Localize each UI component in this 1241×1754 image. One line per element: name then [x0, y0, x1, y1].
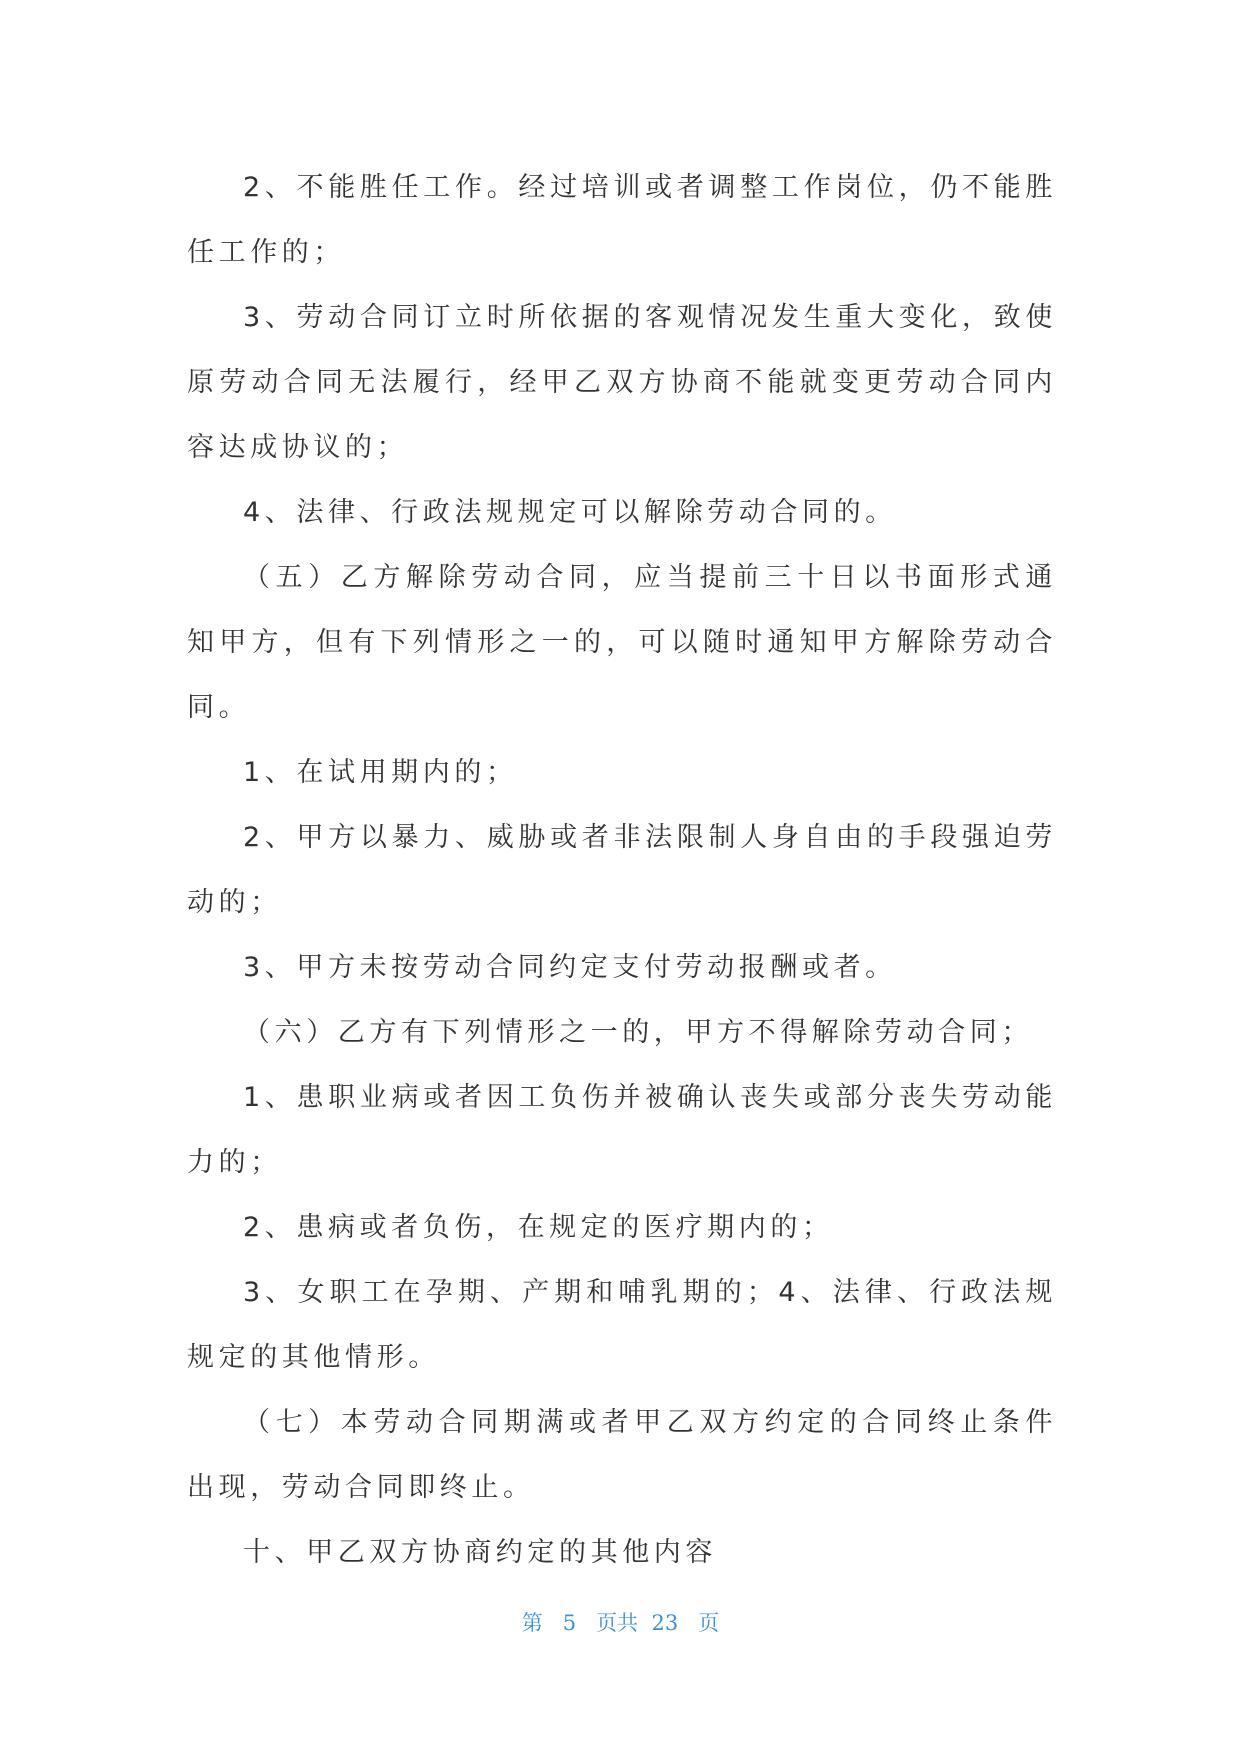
paragraph: 3、劳动合同订立时所依据的客观情况发生重大变化，致使原劳动合同无法履行，经甲乙双方协商不能就变更劳动合同内容达成协议的； — [187, 302, 1057, 463]
page-middle-text: 页共 — [596, 1611, 639, 1635]
paragraph: 2、患病或者负伤，在规定的医疗期内的； — [243, 1212, 834, 1243]
page-suffix: 页 — [698, 1611, 720, 1635]
paragraph: 3、女职工在孕期、产期和哺乳期的；4、法律、行政法规规定的其他情形。 — [187, 1277, 1057, 1373]
total-pages-number: 23 — [651, 1611, 679, 1635]
paragraph: 十、甲乙双方协商约定的其他内容 — [243, 1537, 717, 1568]
page-prefix: 第 — [521, 1611, 543, 1635]
current-page-number: 5 — [562, 1611, 577, 1635]
paragraph: 3、甲方未按劳动合同约定支付劳动报酬或者。 — [243, 952, 897, 983]
paragraph: 1、在试用期内的； — [243, 757, 518, 788]
paragraph: 2、甲方以暴力、威胁或者非法限制人身自由的手段强迫劳动的； — [187, 822, 1057, 918]
paragraph: （六）乙方有下列情形之一的，甲方不得解除劳动合同； — [243, 1017, 1033, 1048]
paragraph: 4、法律、行政法规规定可以解除劳动合同的。 — [243, 497, 897, 528]
document-body — [187, 155, 1057, 1585]
paragraph: 1、患职业病或者因工负伤并被确认丧失或部分丧失劳动能力的； — [187, 1082, 1057, 1178]
paragraph: （七）本劳动合同期满或者甲乙双方约定的合同终止条件出现，劳动合同即终止。 — [187, 1407, 1057, 1503]
paragraph: 2、不能胜任工作。经过培训或者调整工作岗位，仍不能胜任工作的； — [187, 172, 1057, 268]
paragraph: （五）乙方解除劳动合同，应当提前三十日以书面形式通知甲方，但有下列情形之一的，可以随时通知甲方解除劳动合同。 — [187, 562, 1057, 723]
page-number-footer — [0, 1607, 1241, 1637]
